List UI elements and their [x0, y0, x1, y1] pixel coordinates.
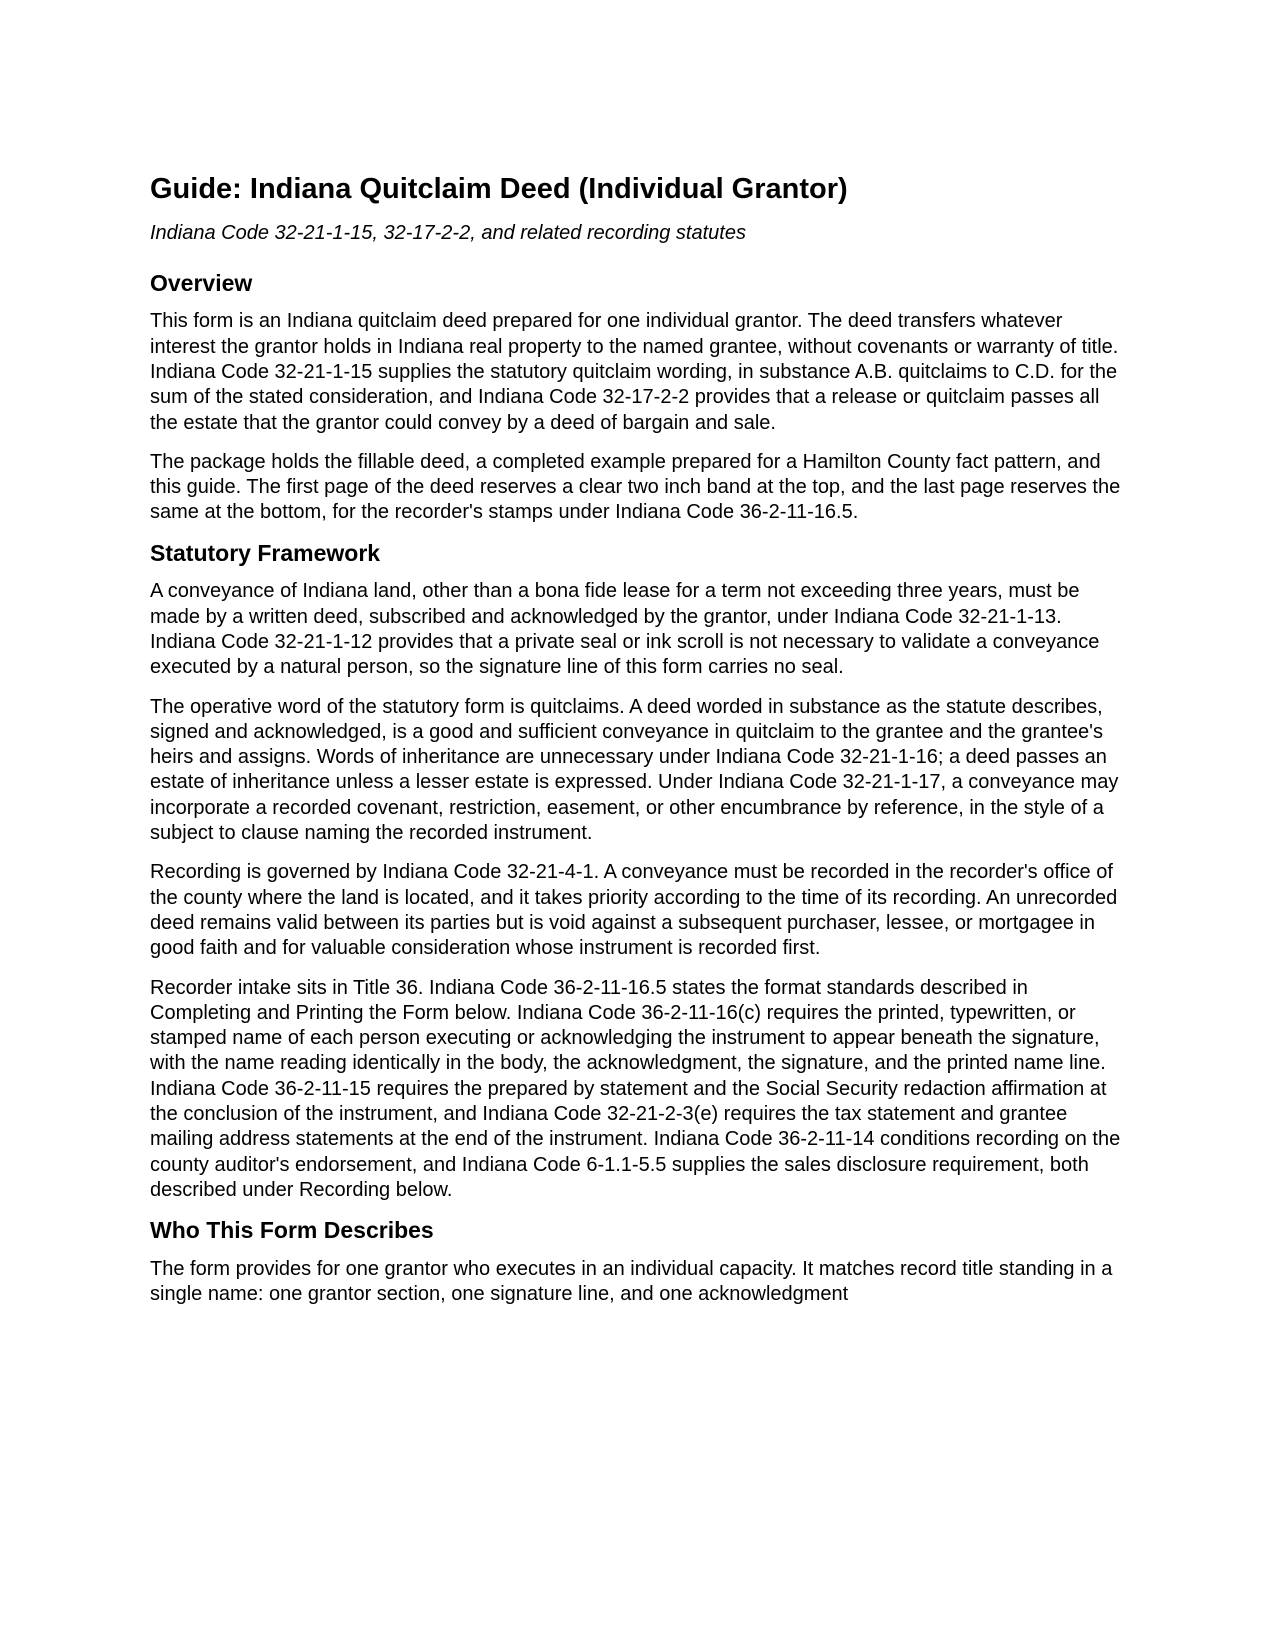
paragraph: This form is an Indiana quitclaim deed prepared for one individual grantor. The deed transfers whatever interest the grantor holds in Indiana real property to the named grantee, without covenants or warranty of title. Indiana Code 32-21-1-15 supplies the statutory quitclaim wording, in substance A.B. quitclaims to C.D. for the sum of the stated consideration, and Indiana Code 32-17-2-2 provides that a release or quitclaim passes all the estate that the grantor could convey by a deed of bargain and sale. [150, 310, 1119, 434]
section-heading: Overview [150, 269, 253, 296]
paragraph: The package holds the fillable deed, a completed example prepared for a Hamilton County fact pattern, and this guide. The first page of the deed reserves a clear two inch band at the top, and the last page reserves the same at the bottom, for the recorder's stamps under Indiana Code 36-2-11-16.5. [150, 450, 1121, 524]
paragraph: The operative word of the statutory form is quitclaims. A deed worded in substance as the statute describes, signed and acknowledged, is a good and sufficient conveyance in quitclaim to the grantee and the grantee's heirs and assigns. Words of inheritance are unnecessary under Indiana Code 32-21-1-16; a deed passes an estate of inheritance unless a lesser estate is expressed. Under Indiana Code 32-21-1-17, a conveyance may incorporate a recorded covenant, restriction, easement, or other encumbrance by reference, in the style of a subject to clause naming the recorded instrument. [150, 695, 1119, 845]
document-title: Guide: Indiana Quitclaim Deed (Individual Grantor) [150, 173, 848, 205]
document-page [150, 172, 1130, 1321]
paragraph: Recorder intake sits in Title 36. Indiana Code 36-2-11-16.5 states the format standards described in Completing and Printing the Form below. Indiana Code 36-2-11-16(c) requires the printed, typewritten, or stamped name of each person executing or acknowledging the instrument to appear beneath the signature, with the name reading identically in the body, the acknowledgment, the signature, and the printed name line. Indiana Code 36-2-11-15 requires the prepared by statement and the Social Security redaction affirmation at the conclusion of the instrument, and Indiana Code 32-21-2-3(e) requires the tax statement and grantee mailing address statements at the end of the instrument. Indiana Code 36-2-11-14 conditions recording on the county auditor's endorsement, and Indiana Code 6-1.1-5.5 supplies the sales disclosure requirement, both described under Recording below. [150, 976, 1121, 1201]
document-subtitle: Indiana Code 32-21-1-15, 32-17-2-2, and related recording statutes [150, 221, 746, 244]
paragraph: A conveyance of Indiana land, other than a bona fide lease for a term not exceeding three years, must be made by a written deed, subscribed and acknowledged by the grantor, under Indiana Code 32-21-1-13. Indiana Code 32-21-1-12 provides that a private seal or ink scroll is not necessary to validate a conveyance executed by a natural person, so the signature line of this form carries no seal. [150, 580, 1100, 679]
section-overview [150, 270, 1130, 526]
section-heading: Who This Form Describes [150, 1217, 434, 1244]
section-statutory-framework [150, 540, 1130, 1203]
paragraph: The form provides for one grantor who executes in an individual capacity. It matches record title standing in a single name: one grantor section, one signature line, and one acknowledgment [150, 1257, 1113, 1306]
paragraph: Recording is governed by Indiana Code 32-21-4-1. A conveyance must be recorded in the recorder's office of the county where the land is located, and it takes priority according to the time of its recording. An unrecorded deed remains valid between its parties but is void against a subsequent purchaser, lessee, or mortgagee in good faith and for valuable consideration whose instrument is recorded first. [150, 861, 1118, 960]
section-who-this-form-describes [150, 1217, 1130, 1307]
section-heading: Statutory Framework [150, 539, 381, 566]
